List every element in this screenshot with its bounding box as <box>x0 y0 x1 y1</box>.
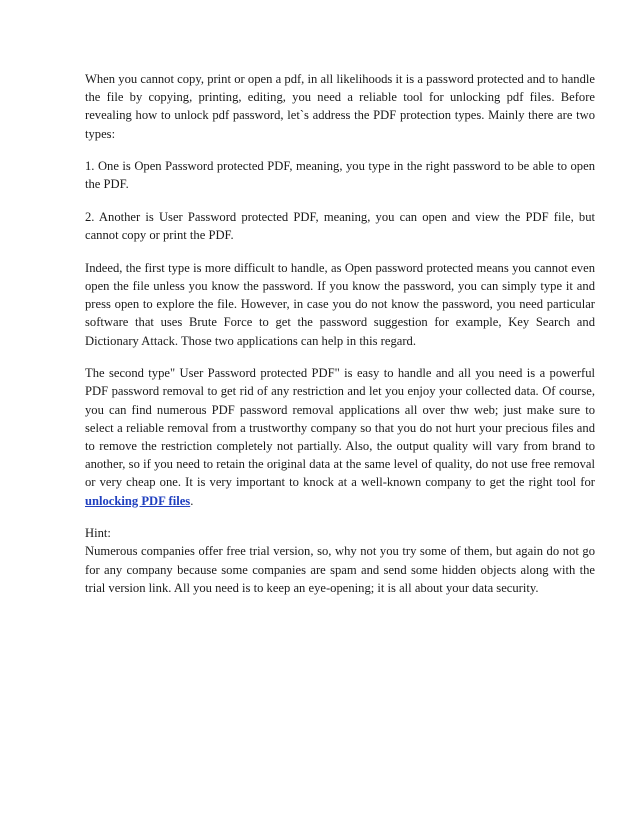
intro-paragraph: When you cannot copy, print or open a pdf, in all likelihoods it is a password protected and to handle the file by copying, printing, editing, you need a reliable tool for unlocking pdf files. Before revealing how to unlock pdf password, let`s address the PDF protection types. Mainly there are two types: <box>85 72 595 141</box>
hint-paragraph <box>85 524 595 597</box>
unlocking-pdf-files-link[interactable]: unlocking PDF files <box>85 493 191 508</box>
first-type-paragraph: Indeed, the first type is more difficult to handle, as Open password protected means you cannot even open the file unless you know the password. If you know the password, you can simply type it and press open to explore the file. However, in case you do not know the password, you need particular software that uses Brute Force to get the password suggestion for example, Key Search and Dictionary Attack. Those two applications can help in this regard. <box>85 260 595 348</box>
type-two-paragraph: 2. Another is User Password protected PDF, meaning, you can open and view the PDF file, but cannot copy or print the PDF. <box>85 210 595 243</box>
hint-label: Hint: <box>85 526 111 541</box>
document-body <box>85 70 595 611</box>
second-type-paragraph <box>85 364 595 510</box>
type-one-paragraph: 1. One is Open Password protected PDF, meaning, you type in the right password to be able to open the PDF. <box>85 159 595 192</box>
second-type-text: The second type" User Password protected PDF" is easy to handle and all you need is a powerful PDF password removal to get rid of any restriction and let you enjoy your collected data. Of course, you can find numerous PDF password removal applications all over thw web; just make sure to select a reliable removal from a trustworthy company so that you do not hurt your precious files and to remove the restriction completely not partially. Also, the output quality will vary from brand to another, so if you need to retain the original data at the same level of quality, do not use free removal or very cheap one. It is very important to knock at a well-known company to get the right tool for <box>85 366 595 490</box>
hint-text: Numerous companies offer free trial version, so, why not you try some of them, but again do not go for any company because some companies are spam and send some hidden objects along with the trial version link. All you need is to keep an eye-opening; it is all about your data security. <box>85 544 595 595</box>
second-type-end: . <box>190 493 194 508</box>
